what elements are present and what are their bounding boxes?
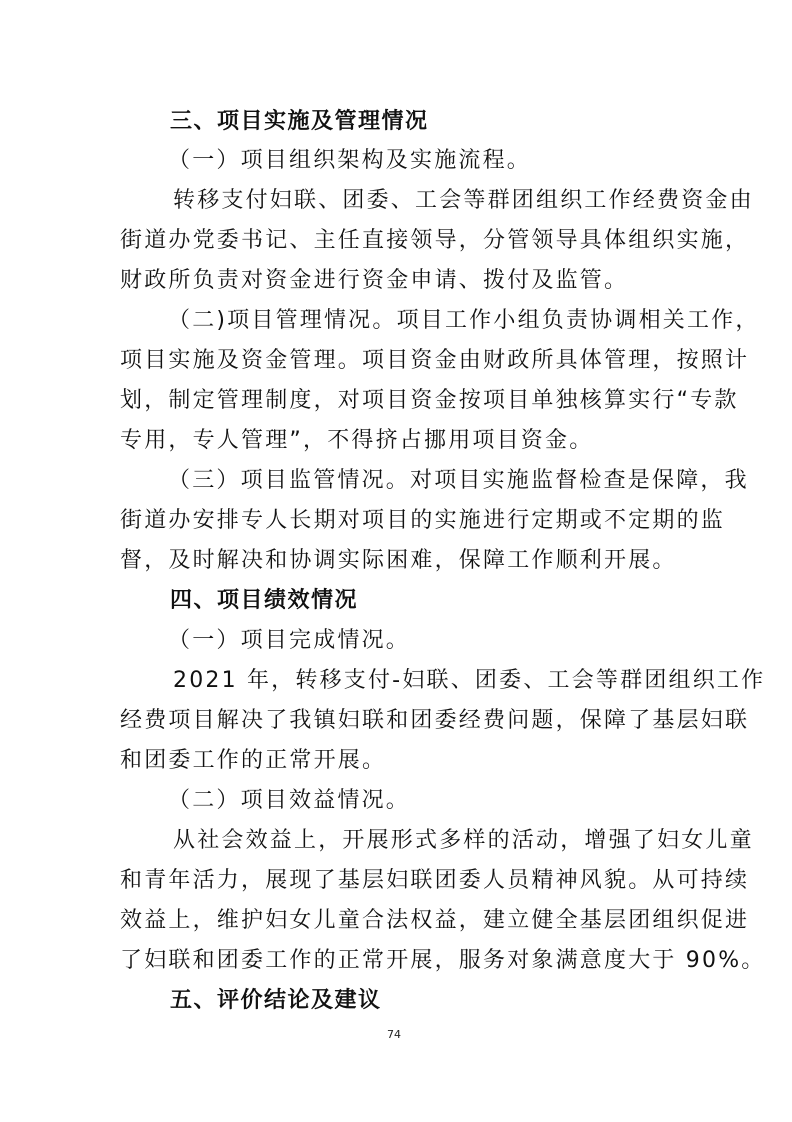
section-heading-5: 五、评价结论及建议 bbox=[170, 988, 382, 1013]
paragraph-line: （二)项目管理情况。项目工作小组负责协调相关工作， bbox=[168, 308, 760, 333]
paragraph-line: 项目实施及资金管理。项目资金由财政所具体管理，按照计 bbox=[120, 348, 750, 373]
page-number: 74 bbox=[387, 1028, 401, 1041]
paragraph-line: 转移支付妇联、团委、工会等群团组织工作经费资金由 bbox=[173, 188, 754, 213]
section-heading-3: 三、项目实施及管理情况 bbox=[170, 109, 429, 134]
paragraph-line: 督，及时解决和协调实际困难，保障工作顺利开展。 bbox=[120, 548, 677, 573]
subsection-title-benefit: （二）项目效益情况。 bbox=[168, 788, 411, 813]
paragraph-line: （三）项目监管情况。对项目实施监督检查是保障，我 bbox=[168, 468, 749, 493]
paragraph-line: 从社会效益上，开展形式多样的活动，增强了妇女儿童 bbox=[173, 828, 754, 853]
paragraph-line: 2021 年，转移支付-妇联、团委、工会等群团组织工作 bbox=[173, 668, 766, 693]
paragraph-line: 专用，专人管理”，不得挤占挪用项目资金。 bbox=[120, 428, 594, 453]
subsection-title-completion: （一）项目完成情况。 bbox=[168, 628, 411, 653]
subsection-title-org: （一）项目组织架构及实施流程。 bbox=[168, 148, 532, 173]
section-heading-4: 四、项目绩效情况 bbox=[170, 588, 359, 613]
paragraph-line: 财政所负责对资金进行资金申请、拨付及监管。 bbox=[120, 268, 629, 293]
paragraph-line: 和团委工作的正常开展。 bbox=[120, 748, 387, 773]
paragraph-line: 效益上，维护妇女儿童合法权益，建立健全基层团组织促进 bbox=[120, 908, 750, 933]
paragraph-line: 街道办党委书记、主任直接领导，分管领导具体组织实施， bbox=[120, 228, 750, 253]
paragraph-line: 经费项目解决了我镇妇联和团委经费问题，保障了基层妇联 bbox=[120, 708, 750, 733]
paragraph-line: 街道办安排专人长期对项目的实施进行定期或不定期的监 bbox=[120, 508, 726, 533]
paragraph-line: 划，制定管理制度，对项目资金按项目单独核算实行“专款 bbox=[120, 388, 739, 413]
paragraph-line: 和青年活力，展现了基层妇联团委人员精神风貌。从可持续 bbox=[120, 868, 750, 893]
paragraph-line: 了妇联和团委工作的正常开展，服务对象满意度大于 90%。 bbox=[120, 948, 766, 973]
